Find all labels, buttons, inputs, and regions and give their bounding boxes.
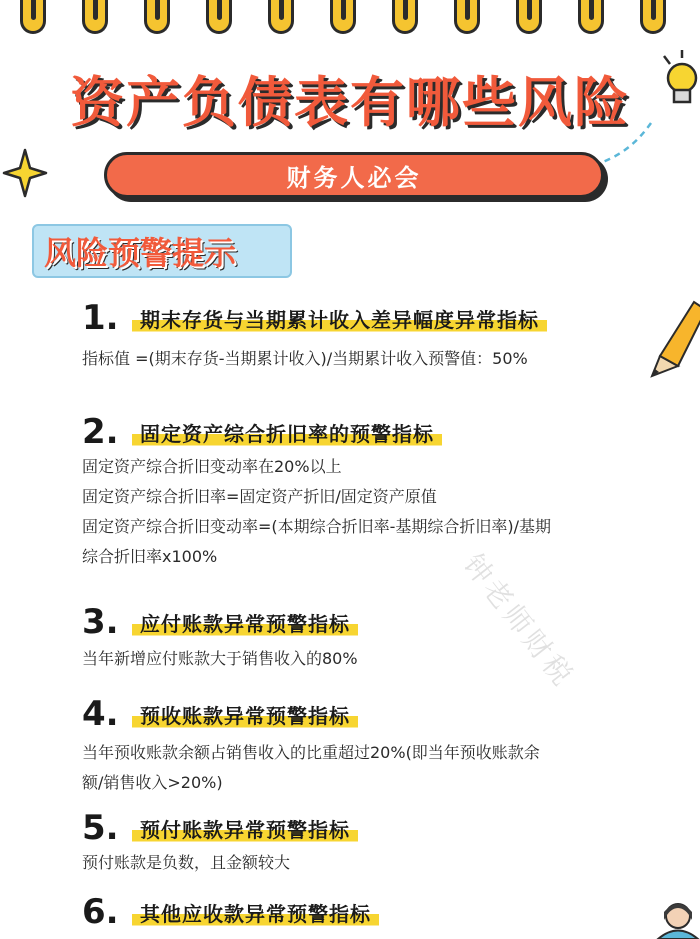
avatar-icon bbox=[650, 900, 700, 939]
section-6-header bbox=[82, 892, 662, 932]
section-6-heading: 其他应收款异常预警指标 bbox=[132, 898, 379, 927]
binder-ring-icon bbox=[516, 0, 542, 34]
subtitle-text: 财务人必会 bbox=[286, 163, 422, 192]
section-1-header bbox=[82, 298, 662, 338]
section-6-number: 6. bbox=[82, 892, 119, 932]
binder-ring-icon bbox=[578, 0, 604, 34]
section-1 bbox=[82, 298, 662, 374]
section-3-header bbox=[82, 602, 662, 642]
section-5 bbox=[82, 808, 662, 878]
sparkle-icon bbox=[2, 148, 48, 198]
binder-ring-icon bbox=[454, 0, 480, 34]
section-2-line-3: 固定资产综合折旧变动率=(本期综合折旧率-基期综合折旧率)/基期 bbox=[82, 517, 552, 536]
section-5-heading: 预付账款异常预警指标 bbox=[132, 814, 358, 843]
section-2-line-1: 固定资产综合折旧变动率在20%以上 bbox=[82, 457, 342, 476]
binder-ring-icon bbox=[640, 0, 666, 34]
section-4-line-1: 当年预收账款余额占销售收入的比重超过20%(即当年预收账款余 bbox=[82, 743, 540, 762]
section-1-number: 1. bbox=[82, 298, 119, 338]
section-2-header bbox=[82, 412, 662, 452]
binder-ring-icon bbox=[206, 0, 232, 34]
section-tag-label: 风险预警提示 bbox=[44, 234, 237, 272]
section-3-heading: 应付账款异常预警指标 bbox=[132, 608, 358, 637]
section-4-heading: 预收账款异常预警指标 bbox=[132, 700, 358, 729]
section-2-number: 2. bbox=[82, 412, 119, 452]
section-3-line-1: 当年新增应付账款大于销售收入的80% bbox=[82, 649, 358, 668]
binder-ring-icon bbox=[144, 0, 170, 34]
section-2-line-2: 固定资产综合折旧率=固定资产折旧/固定资产原值 bbox=[82, 487, 437, 506]
section-tag bbox=[32, 224, 292, 278]
subtitle-banner bbox=[104, 152, 604, 198]
section-1-line-1: 指标值 =(期末存货-当期累计收入)/当期累计收入预警值：50% bbox=[82, 349, 528, 368]
section-4-header bbox=[82, 694, 662, 734]
page-title: 资产负债表有哪些风险 bbox=[70, 71, 630, 134]
binder-ring-icon bbox=[330, 0, 356, 34]
binder-ring-icon bbox=[268, 0, 294, 34]
section-4-number: 4. bbox=[82, 694, 119, 734]
section-2-line-4: 综合折旧率x100% bbox=[82, 547, 218, 566]
section-4-line-2: 额/销售收入>20%) bbox=[82, 773, 223, 792]
lightbulb-icon bbox=[654, 48, 700, 118]
binder-rings bbox=[0, 0, 700, 40]
binder-ring-icon bbox=[392, 0, 418, 34]
section-5-number: 5. bbox=[82, 808, 119, 848]
section-4 bbox=[82, 694, 662, 798]
binder-ring-icon bbox=[82, 0, 108, 34]
watermark: 钟老师财税 bbox=[456, 547, 582, 695]
section-5-line-1: 预付账款是负数，且金额较大 bbox=[82, 853, 291, 872]
section-3-number: 3. bbox=[82, 602, 119, 642]
binder-ring-icon bbox=[20, 0, 46, 34]
section-6 bbox=[82, 892, 662, 932]
section-2 bbox=[82, 412, 662, 572]
section-5-header bbox=[82, 808, 662, 848]
section-1-heading: 期末存货与当期累计收入差异幅度异常指标 bbox=[132, 304, 547, 333]
section-2-heading: 固定资产综合折旧率的预警指标 bbox=[132, 418, 442, 447]
